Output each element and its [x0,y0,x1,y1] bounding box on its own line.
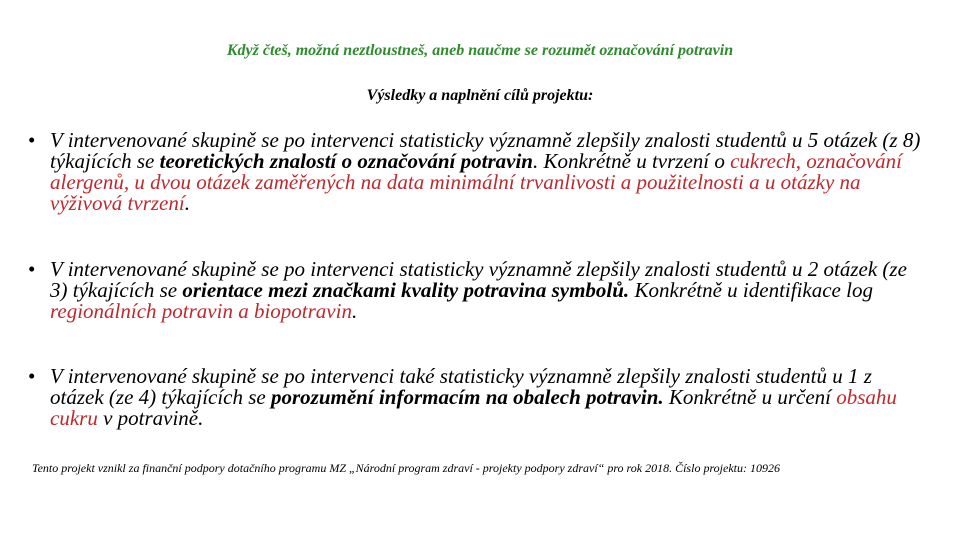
bullet-text [50,130,928,214]
result-bullet-1 [28,130,928,214]
bullet-text-highlight: cukrech, označování alergenů, u dvou otázek zaměřených na data minimální trvanlivosti a použitelnosti a u otázky na výživová tvrzení [50,149,902,215]
bullet-text-bold: orientace mezi značkami kvality potravina symbolů. [182,278,630,302]
bullet-text [50,259,928,322]
bullet-text-plain: Konkrétně u určení [663,385,837,409]
bullet-text-bold: teoretických znalostí o označování potravin [159,149,533,173]
bullet-text-highlight: obsahu cukru [50,385,897,430]
bullet-text-plain: . [184,191,190,215]
bullet-text-plain: V intervenované skupině se po intervenci také statisticky významně zlepšily znalosti studentů u 1 z otázek (ze 4) týkajících se [50,364,872,409]
bullet-text-plain: V intervenované skupině se po intervenci statisticky významně zlepšily znalosti studentů u 2 otázek (ze 3) týkajících se [50,257,907,302]
page-title: Když čteš, možná neztloustneš, aneb naučme se rozumět označování potravin [226,42,734,59]
bullet-text-plain: v potravině. [97,406,204,430]
bullet-text-plain: . [351,299,358,323]
bullet-text-bold: porozumění informacím na obalech potravin. [271,385,664,409]
footnote: Tento projekt vznikl za finanční podpory dotačního programu MZ „Národní program zdraví - projekty podpory zdraví“ pro rok 2018. Číslo projektu: 10926 [32,461,780,475]
bullet-dot: • [28,364,36,388]
result-bullet-3 [28,366,928,429]
bullet-text-plain: Konkrétně u identifikace log [629,278,873,302]
bullet-dot: • [28,257,36,281]
bullet-dot: • [28,128,36,152]
result-bullet-2 [28,259,928,322]
section-heading: Výsledky a naplnění cílů projektu: [366,87,594,104]
bullet-text-highlight: regionálních potravin a biopotravin [50,299,352,323]
bullet-text-plain: V intervenované skupině se po intervenci statisticky významně zlepšily znalosti studentů u 5 otázek (z 8) týkajících se [50,128,921,173]
bullet-text [50,366,928,429]
bullet-text-plain: . Konkrétně u tvrzení o [532,149,731,173]
